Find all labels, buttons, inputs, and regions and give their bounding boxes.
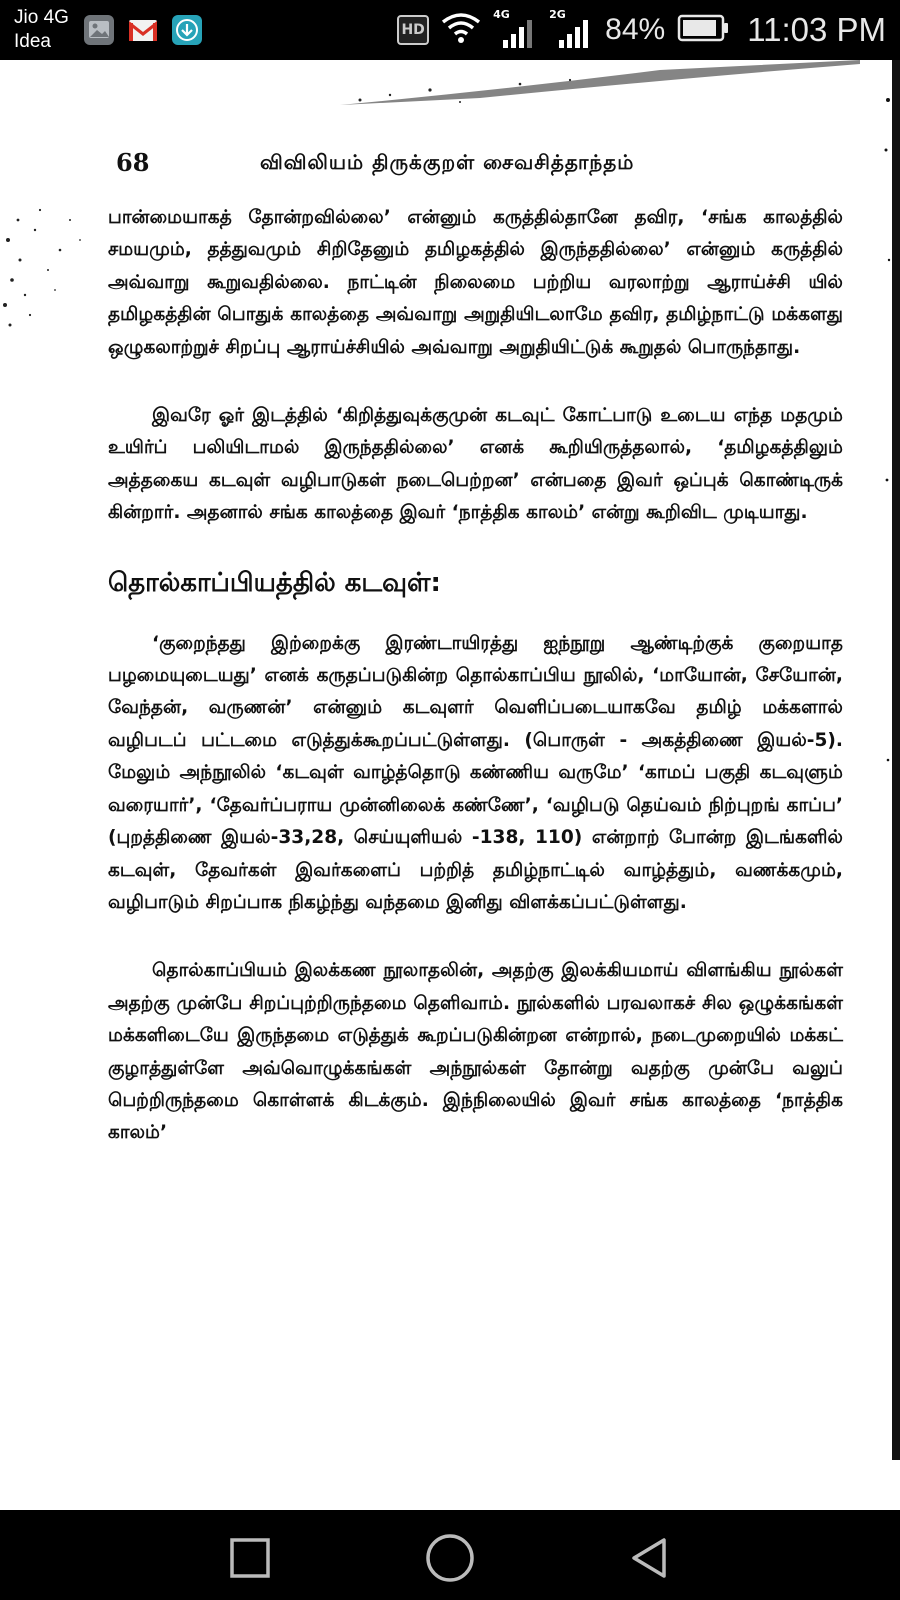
sim1-signal-icon: [493, 10, 537, 50]
circle-icon: [423, 1531, 477, 1585]
sim2-network-label: 2G: [549, 8, 566, 21]
clock: 11:03 PM: [747, 11, 886, 48]
back-button[interactable]: [620, 1530, 680, 1586]
carrier-label: [14, 6, 69, 54]
paragraph-2: இவரே ஓர் இடத்தில் ‘கிறித்துவுக்குமுன் கடவுட் கோட்பாடு உடைய எந்த மதமும் உயிர்ப் பலியிடாமல் இருந்ததில்லை’ எனக் கூறியிருத்தலால், ‘தமிழகத்திலும் அத்தகைய கடவுள் வழிபாடுகள் நடைபெற்றன’ என்பதை இவர் ஒப்புக் கொண்டிருக் கின்றார். அதனால் சங்க காலத்தை இவர் ‘நாத்திக காலம்’ என்று கூறிவிட முடியாது.: [108, 405, 843, 524]
recent-apps-button[interactable]: [220, 1530, 280, 1586]
paragraph-1: பான்மையாகத் தோன்றவில்லை’ என்னும் கருத்தில்தானே தவிர, ‘சங்க காலத்தில் சமயமும், தத்துவமும் சிறிதேனும் தமிழகத்தில் இருந்ததில்லை’ என்னும் கருத்தில் அவ்வாறு கூறுவதில்லை. நாட்டின் நிலைமை பற்றிய வரலாற்று ஆராய்ச்சி யில் தமிழகத்தின் பொதுக் காலத்தை அவ்வாறு அறுதியிடலாமே தவிர, தமிழ்நாட்டு மக்களது ஒழுகலாற்றுச் சிறப்பு ஆராய்ச்சியில் அவ்வாறு அறுதியிட்டுக் கூறுதல் பொருந்தாது.: [108, 207, 843, 358]
battery-percent: 84%: [605, 13, 666, 46]
sim1-network-label: 4G: [493, 8, 510, 21]
back-triangle-icon: [626, 1534, 674, 1582]
navigation-bar: [0, 1510, 900, 1600]
carrier-line-1: Jio 4G: [14, 7, 69, 28]
scan-noise-right-edge: [870, 60, 900, 1460]
square-icon: [228, 1536, 272, 1580]
scan-noise-top: [300, 60, 860, 120]
sim2-signal-icon: [549, 10, 593, 50]
book-page[interactable]: [0, 60, 900, 1510]
page-content: [108, 144, 843, 1186]
paragraph-3: ‘குறைந்தது இற்றைக்கு இரண்டாயிரத்து ஐந்நூறு ஆண்டிற்குக் குறையாத பழமையுடையது’ எனக் கருதப்படுகின்ற தொல்காப்பிய நூலில், ‘மாயோன், சேயோன், வேந்தன், வருணன்’ என்னும் கடவுளர் வெளிப்படையாகவே தமிழ் மக்களால் வழிபடப் பட்டமை எடுத்துக்கூறப்பட்டுள்ளது. (பொருள் - அகத்திணை இயல்-5). மேலும் அந்நூலில் ‘கடவுள் வாழ்த்தொடு கண்ணிய வருமே’ ‘காமப் பகுதி கடவுளும் வரையார்’, ‘தேவர்ப்பராய முன்னிலைக் கண்ணே’, ‘வழிபடு தெய்வம் நிற்புறங் காப்ப’ (புறத்திணை இயல்-33,28, செய்யுளியல் -138, 110) என்றாற் போன்ற இடங்களில் கடவுள், தேவர்கள் இவர்களைப் பற்றித் தமிழ்நாட்டில் வாழ்த்தும், வணக்கமும், வழிபாடும் சிறப்பாக நிகழ்ந்து வந்தமை இனிது விளக்கப்பட்டுள்ளது.: [108, 632, 843, 913]
status-bar: [0, 0, 900, 60]
page-header: [108, 144, 843, 184]
download-icon: [172, 15, 202, 45]
home-button[interactable]: [420, 1530, 480, 1586]
battery-icon: [677, 13, 729, 47]
paragraph-4: தொல்காப்பியம் இலக்கண நூலாதலின், அதற்கு இலக்கியமாய் விளங்கிய நூல்கள் அதற்கு முன்பே சிறப்புற்றிருந்தமை தெளிவாம். நூல்களில் பரவலாகச் சில ஒழுக்கங்கள் மக்களிடையே இருந்தமை எடுத்துக் கூறப்படுகின்றன என்றால், நடைமுறையில் மக்கட் குழாத்துள்ளே அவ்வொழுக்கங்கள் அந்நூல்கள் தோன்று வதற்கு முன்பே வலுப் பெற்றிருந்தமை கொள்ளக் கிடக்கும். இந்நிலையில் இவர் சங்க காலத்தை ‘நாத்திக காலம்’: [108, 960, 843, 1144]
wifi-icon: [441, 12, 481, 48]
page-number: 68: [116, 148, 150, 177]
gmail-icon: [128, 15, 158, 45]
gallery-icon: [84, 15, 114, 45]
hd-voice-icon: HD: [397, 15, 429, 45]
status-icons: [397, 0, 886, 60]
carrier-line-2: Idea: [14, 31, 51, 52]
section-heading: தொல்காப்பியத்தில் கடவுள்:: [108, 567, 441, 598]
running-head: விவிலியம் திருக்குறள் சைவசித்தாந்தம்: [260, 150, 635, 174]
